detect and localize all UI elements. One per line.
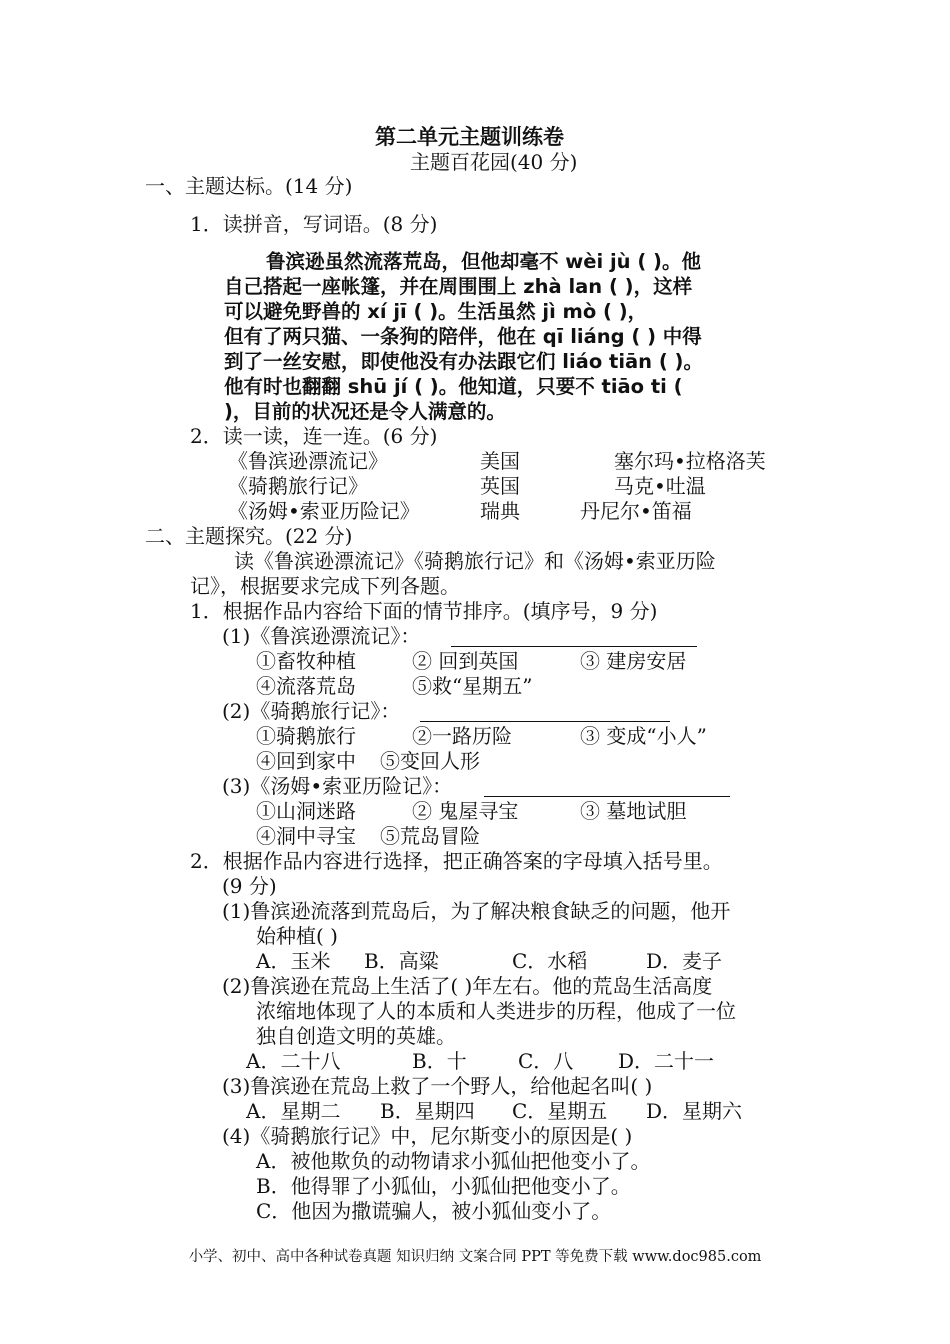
plot-option: ①山洞迷路 [256,799,356,823]
choice-option[interactable]: D．星期六 [646,1099,743,1123]
question-line: 独自创造文明的英雄。 [256,1024,456,1048]
passage-line: 到了一丝安慰，即使他没有办法跟它们 liáo tiān ( )。 [224,350,703,373]
choice-option[interactable]: B．星期四 [380,1099,475,1123]
section2-heading: 二、主题探究。(22 分) [145,524,353,548]
plot-option: ④回到家中 [256,749,356,773]
country-name: 瑞典 [480,499,520,523]
choice-option[interactable]: A．被他欺负的动物请求小狐仙把他变小了。 [256,1149,651,1173]
author-name: 塞尔玛•拉格洛芙 [614,449,766,473]
choice-option[interactable]: D．二十一 [618,1049,715,1073]
passage-line: 他有时也翻翻 shū jí ( )。他知道，只要不 tiāo ti ( [224,375,683,398]
section1-heading: 一、主题达标。(14 分) [145,174,353,198]
plot-option: ④流落荒岛 [256,674,356,698]
section2-q1-label: 1．根据作品内容给下面的情节排序。(填序号，9 分) [190,599,658,623]
page-footer: 小学、初中、高中各种试卷真题 知识归纳 文案合同 PPT 等免费下载 www.doc985.com [188,1249,762,1265]
author-name: 马克•吐温 [614,474,706,498]
plot-group-title: (3)《汤姆•索亚历险记》： [222,774,453,798]
choice-option[interactable]: C．星期五 [512,1099,608,1123]
plot-option: ③ 变成“小人” [580,724,707,748]
country-name: 美国 [480,449,520,473]
choice-option[interactable]: C．他因为撒谎骗人，被小狐仙变小了。 [256,1199,612,1223]
country-name: 英国 [480,474,520,498]
plot-group-title: (2)《骑鹅旅行记》： [222,699,401,723]
plot-option: ② 鬼屋寻宝 [412,799,519,823]
page-title: 第二单元主题训练卷 [375,124,564,149]
answer-blank[interactable] [451,628,697,647]
choice-option[interactable]: C．八 [518,1049,574,1073]
author-name: 丹尼尔•笛福 [580,499,692,523]
question-line: (2)鲁滨逊在荒岛上生活了( )年左右。他的荒岛生活高度 [222,974,713,998]
choice-option[interactable]: B．高粱 [364,949,439,973]
question-line: (4)《骑鹅旅行记》中，尼尔斯变小的原因是( ) [222,1124,633,1148]
choice-option[interactable]: A．星期二 [246,1099,341,1123]
choice-option[interactable]: A．玉米 [256,949,331,973]
passage-line: 自己搭起一座帐篷，并在周围围上 zhà lan ( )，这样 [224,275,693,298]
passage-line: 但有了两只猫、一条狗的陪伴，他在 qī liáng ( ) 中得 [224,325,702,348]
book-title: 《骑鹅旅行记》 [228,474,368,498]
question-line: (1)鲁滨逊流落到荒岛后，为了解决粮食缺乏的问题，他开 [222,899,731,923]
question-line: 浓缩地体现了人的本质和人类进步的历程，他成了一位 [256,999,736,1023]
passage-line: 鲁滨逊虽然流落荒岛，但他却毫不 wèi jù ( )。他 [266,250,701,273]
question-line: (3)鲁滨逊在荒岛上救了一个野人，给他起名叫( ) [222,1074,653,1098]
plot-group-title: (1)《鲁滨逊漂流记》： [222,624,421,648]
choice-option[interactable]: C．水稻 [512,949,588,973]
book-title: 《鲁滨逊漂流记》 [228,449,388,473]
choice-option[interactable]: B．十 [412,1049,467,1073]
section1-q1-label: 1．读拼音，写词语。(8 分) [190,212,438,236]
passage-line: 可以避免野兽的 xí jī ( )。生活虽然 jì mò ( )， [224,300,648,323]
plot-option: ⑤救“星期五” [412,674,533,698]
section1-q2-label: 2．读一读，连一连。(6 分) [190,424,438,448]
section2-intro-line: 读《鲁滨逊漂流记》《骑鹅旅行记》和《汤姆•索亚历险 [234,549,716,573]
plot-option: ② 回到英国 [412,649,519,673]
choice-option[interactable]: A．二十八 [246,1049,341,1073]
choice-option[interactable]: B．他得罪了小狐仙，小狐仙把他变小了。 [256,1174,631,1198]
plot-option: ②一路历险 [412,724,512,748]
section2-q2-label: 2．根据作品内容进行选择，把正确答案的字母填入括号里。 [190,849,723,873]
plot-option: ⑤荒岛冒险 [380,824,480,848]
plot-option: ①畜牧种植 [256,649,356,673]
answer-blank[interactable] [484,778,730,797]
answer-blank[interactable] [420,703,670,722]
plot-option: ③ 墓地试胆 [580,799,687,823]
section2-intro-line: 记》，根据要求完成下列各题。 [190,574,460,598]
passage-line: )，目前的状况还是令人满意的。 [224,400,506,423]
page-subtitle: 主题百花园(40 分) [410,150,578,174]
plot-option: ⑤变回人形 [380,749,480,773]
plot-option: ①骑鹅旅行 [256,724,356,748]
plot-option: ③ 建房安居 [580,649,687,673]
section2-q2-score: (9 分) [222,874,277,898]
question-line: 始种植( ) [256,924,338,948]
choice-option[interactable]: D．麦子 [646,949,723,973]
plot-option: ④洞中寻宝 [256,824,356,848]
book-title: 《汤姆•索亚历险记》 [228,499,420,523]
